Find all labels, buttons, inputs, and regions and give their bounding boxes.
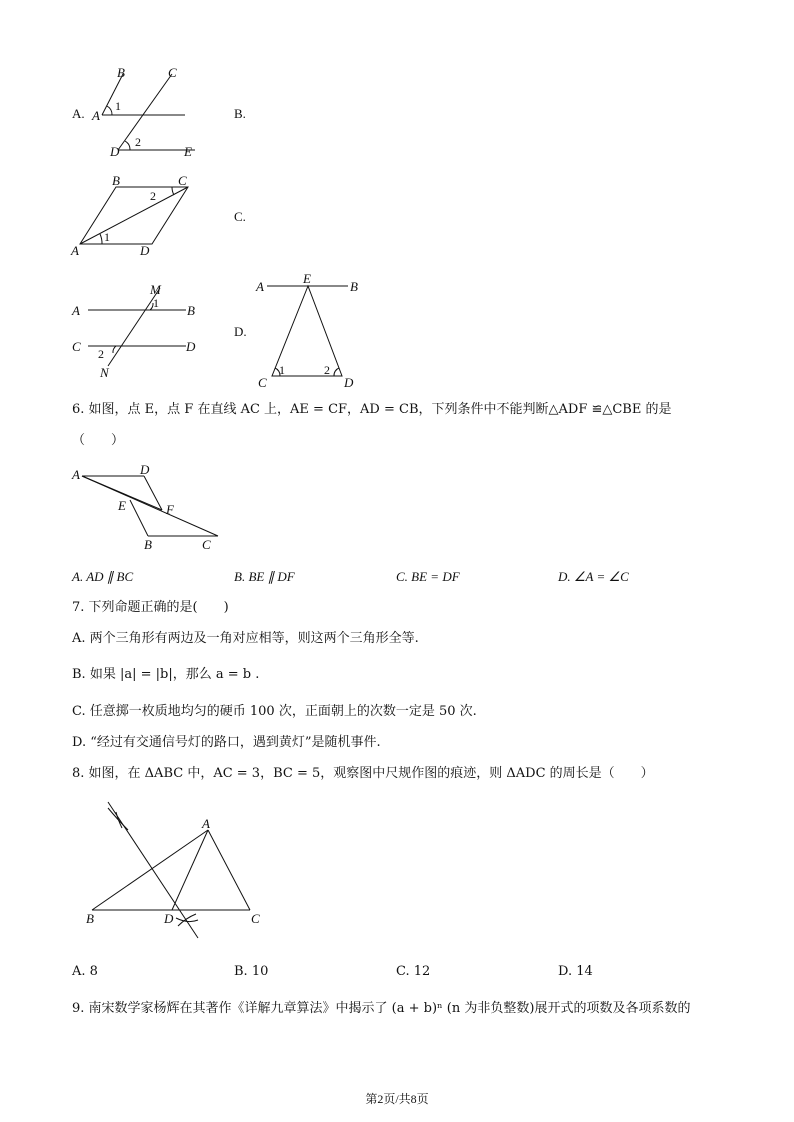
q7-option-c[interactable]: C. 任意掷一枚质地均匀的硬币 100 次，正面朝上的次数一定是 50 次. <box>72 704 477 719</box>
question-6-paren: （ ） <box>72 433 125 448</box>
question-7-stem: 7. 下列命题正确的是( ) <box>72 600 229 615</box>
figure-option-d <box>252 270 372 390</box>
label-D: D <box>110 144 120 159</box>
label-C: C <box>168 65 177 80</box>
label-E: E <box>184 144 192 159</box>
q8-option-a[interactable]: A. 8 <box>72 964 98 979</box>
label-A: A <box>71 243 79 258</box>
label-C: C <box>178 173 187 188</box>
label-A: A <box>92 108 100 123</box>
q8-label-D: D <box>164 911 174 926</box>
option-d-label[interactable]: D. <box>234 324 247 339</box>
question-6-stem: 6. 如图，点 E，点 F 在直线 AC 上，AE = CF，AD = CB，下列条件中不能判断△ADF ≌△CBE 的是 <box>72 402 672 417</box>
q6-label-F: F <box>166 502 174 517</box>
q7-option-b[interactable]: B. 如果 |a| = |b|，那么 a = b . <box>72 667 260 682</box>
q6-option-d[interactable]: D. ∠A = ∠C <box>558 569 629 584</box>
figure-option-b <box>68 172 198 262</box>
figure-option-c <box>68 278 208 380</box>
label-2: 2 <box>150 189 156 203</box>
option-a-label[interactable]: A. <box>72 106 85 121</box>
q6-option-c[interactable]: C. BE = DF <box>396 569 460 584</box>
label-1: 1 <box>115 99 121 113</box>
q7-option-a[interactable]: A. 两个三角形有两边及一角对应相等，则这两个三角形全等. <box>72 631 419 646</box>
question-9-stem: 9. 南宋数学家杨辉在其著作《详解九章算法》中揭示了 (a + b)ⁿ (n 为非负整数)展开式的项数及各项系数的 <box>72 1001 691 1016</box>
label-D: D <box>344 375 354 390</box>
page-number: 第2页/共8页 <box>365 1092 429 1106</box>
option-b-label[interactable]: B. <box>234 106 246 121</box>
question-8-stem: 8. 如图，在 ΔABC 中，AC = 3，BC = 5，观察图中尺规作图的痕迹，则 ΔADC 的周长是（ ） <box>72 766 654 781</box>
q6-option-b[interactable]: B. BE ∥ DF <box>234 569 295 584</box>
q8-option-b[interactable]: B. 10 <box>234 964 269 979</box>
label-1: 1 <box>104 230 110 244</box>
q6-label-C: C <box>202 537 211 552</box>
label-A: A <box>72 303 80 318</box>
label-A: A <box>256 279 264 294</box>
label-C: C <box>72 339 81 354</box>
q6-option-a[interactable]: A. AD ∥ BC <box>72 569 134 584</box>
q6-label-E: E <box>118 498 126 513</box>
option-c-label[interactable]: C. <box>234 209 246 224</box>
label-B: B <box>117 65 125 80</box>
label-B: B <box>112 173 120 188</box>
label-1: 1 <box>279 363 285 377</box>
q8-option-d[interactable]: D. 14 <box>558 964 593 979</box>
q8-label-C: C <box>251 911 260 926</box>
label-M: M <box>150 282 161 297</box>
question-8-figure <box>80 800 280 945</box>
question-6-figure <box>68 460 228 555</box>
figure-option-a <box>90 62 210 162</box>
label-N: N <box>100 365 109 380</box>
label-D: D <box>186 339 196 354</box>
label-C: C <box>258 375 267 390</box>
q8-label-B: B <box>86 911 94 926</box>
label-D: D <box>140 243 150 258</box>
q8-option-c[interactable]: C. 12 <box>396 964 431 979</box>
label-B: B <box>187 303 195 318</box>
label-2: 2 <box>135 135 141 149</box>
label-2: 2 <box>324 363 330 377</box>
q6-label-A: A <box>72 467 80 482</box>
q6-label-D: D <box>140 462 150 477</box>
label-1: 1 <box>153 296 159 310</box>
label-B: B <box>350 279 358 294</box>
label-2: 2 <box>98 347 104 361</box>
label-E: E <box>303 271 311 286</box>
q6-label-B: B <box>144 537 152 552</box>
q7-option-d[interactable]: D. “经过有交通信号灯的路口，遇到黄灯”是随机事件. <box>72 735 381 750</box>
q8-label-A: A <box>202 816 210 831</box>
